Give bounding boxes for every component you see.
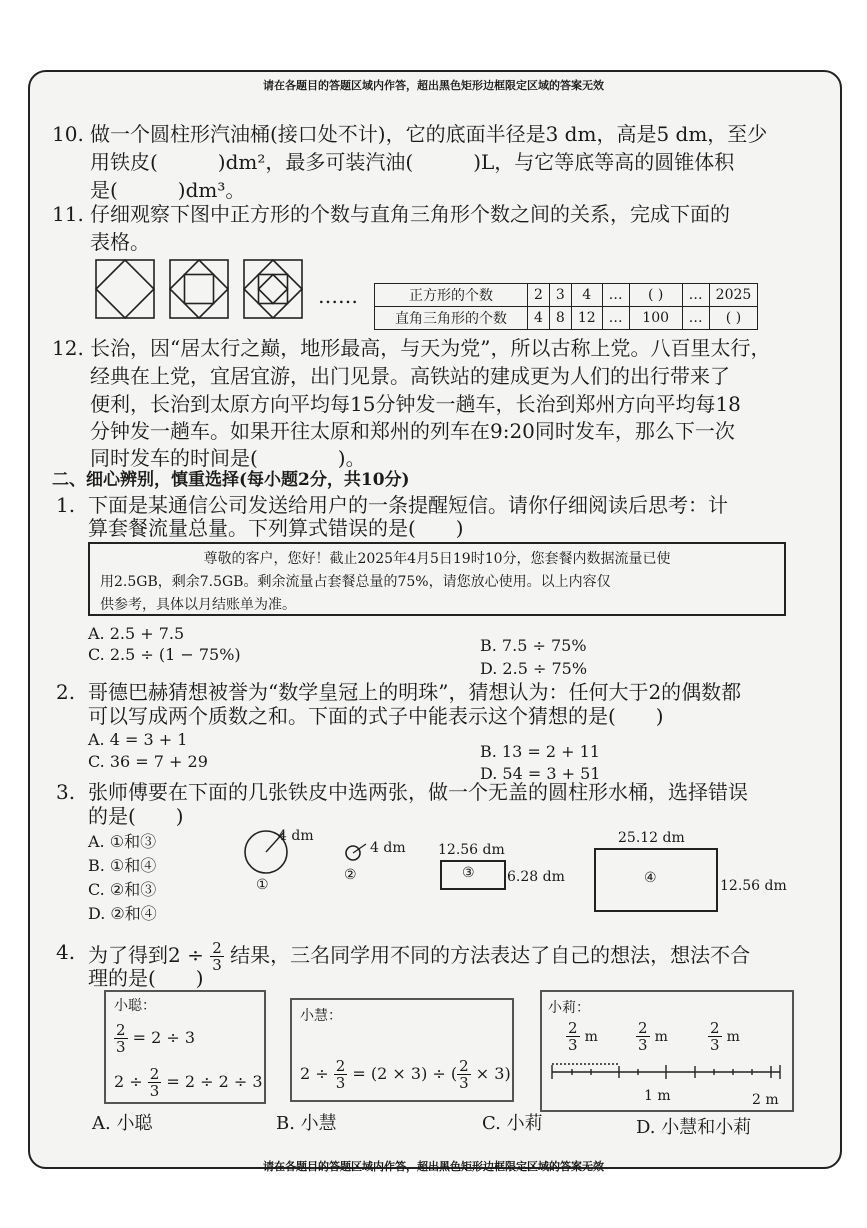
q10-line-3: 是( )dm³。: [90, 178, 246, 202]
sms-line-2: 用2.5GB，剩余7.5GB。剩余流量占套餐总量的75%，请您放心使用。以上内容仅: [100, 574, 611, 590]
sms-line-3: 供参考，具体以月结账单为准。: [100, 597, 296, 613]
table-cell: …: [682, 284, 709, 307]
circle-1-radius: 4 dm: [278, 828, 314, 844]
s1-line-2: 算套餐流量总量。下列算式错误的是( ): [88, 516, 464, 540]
s4-line-1-b: 结果，三名同学用不同的方法表达了自己的想法，想法不合: [230, 943, 751, 967]
figure-3-outer: [244, 260, 302, 318]
q12-number: 12.: [52, 336, 84, 360]
figure-3-core: [259, 275, 288, 304]
xiaoli-number-line: [548, 1062, 786, 1082]
sms-message-box: [88, 542, 786, 616]
s1-line-1: 下面是某通信公司发送给用户的一条提醒短信。请你仔细阅读后思考：计: [88, 493, 728, 517]
s2-option-d[interactable]: D. 54 = 3 + 51: [480, 764, 601, 783]
q12-line-5: 同时发车的时间是( )。: [90, 446, 366, 470]
q10-line-1: 做一个圆柱形汽油桶(接口处不计)，它的底面半径是3 dm，高是5 dm，至少: [90, 122, 768, 146]
s4-option-b[interactable]: B. 小慧: [276, 1113, 337, 1134]
xiaocong-line-1: $\frac{2}{3}$ = 2 ÷ 3: [116, 1021, 196, 1056]
table-cell: 2: [528, 284, 550, 307]
q11-number: 11.: [52, 202, 84, 226]
header-notice: 请在各题目的答题区域内作答，超出黑色矩形边框限定区域的答案无效: [263, 79, 604, 92]
xiaohui-line: 2 ÷ $\frac{2}{3}$ = (2 × 3) ÷ ( $\frac{2}{3}$ × 3): [300, 1057, 511, 1092]
figure-2-outer: [170, 260, 228, 318]
table-cell-blank[interactable]: ( ): [709, 307, 758, 330]
q11-line-2: 表格。: [90, 230, 150, 254]
q12-line-2: 经典在上党，宜居宜游，出门见景。高铁站的建成更为人们的出行带来了: [90, 364, 730, 388]
xiaocong-line-2: 2 ÷ $\frac{2}{3}$ = 2 ÷ 2 ÷ 3: [114, 1065, 263, 1100]
s4-line-1-a: 为了得到2 ÷: [88, 943, 204, 967]
table-cell: …: [682, 307, 709, 330]
rect-3-top-label: 12.56 dm: [438, 842, 505, 858]
s4-line-2: 理的是( ): [88, 966, 204, 990]
square-triangle-figures: [94, 258, 314, 320]
q11-line-1: 仔细观察下图中正方形的个数与直角三角形个数之间的关系，完成下面的: [90, 202, 730, 226]
table-cell: 100: [629, 307, 682, 330]
xiaoli-name: 小莉：: [548, 1000, 590, 1016]
q10-number: 10.: [52, 122, 84, 146]
table-cell: 4: [528, 307, 550, 330]
q12-line-4: 分钟发一趟车。如果开往太原和郑州的列车在9:20同时发车，那么下一次: [90, 419, 735, 443]
circle-1-mark: ①: [256, 877, 269, 893]
circle-2-mark: ②: [344, 867, 357, 883]
s3-line-1: 张师傅要在下面的几张铁皮中选两张，做一个无盖的圆柱形水桶，选择错误: [88, 780, 748, 804]
table-cell: …: [602, 307, 629, 330]
rect-4-side-label: 12.56 dm: [720, 878, 787, 894]
s4-option-a[interactable]: A. 小聪: [92, 1113, 153, 1134]
s2-line-1: 哥德巴赫猜想被誉为“数学皇冠上的明珠”，猜想认为：任何大于2的偶数都: [88, 680, 742, 704]
figure-3-inner: [259, 275, 288, 304]
sms-line-1: 尊敬的客户，您好！截止2025年4月5日19时10分，您套餐内数据流量已使: [203, 551, 671, 567]
s3-option-b[interactable]: B. ①和④: [88, 856, 157, 875]
figure-1-outer: [96, 260, 154, 318]
table-row: [375, 307, 758, 330]
s4-number: 4.: [56, 940, 76, 964]
footer-notice: 请在各题目的答题区域内作答，超出黑色矩形边框限定区域的答案无效: [263, 1160, 604, 1173]
s4-option-c[interactable]: C. 小莉: [482, 1113, 543, 1134]
rect-3-side-label: 6.28 dm: [507, 869, 565, 885]
table-row: [375, 284, 758, 307]
table-cell: …: [602, 284, 629, 307]
table-cell: 3: [549, 284, 571, 307]
table-cell: 4: [571, 284, 602, 307]
s2-option-b[interactable]: B. 13 = 2 + 11: [480, 742, 600, 761]
xiaoli-1m-label: 1 m: [644, 1088, 671, 1104]
s3-option-a[interactable]: A. ①和③: [88, 832, 157, 851]
rect-3-mark: ③: [462, 865, 475, 881]
s3-number: 3.: [56, 780, 76, 804]
s1-option-a[interactable]: A. 2.5 + 7.5: [88, 624, 185, 643]
s3-option-c[interactable]: C. ②和③: [88, 880, 157, 899]
xiaoli-segment-3-label: $\frac{2}{3}$ m: [710, 1019, 740, 1054]
rect-4-top-label: 25.12 dm: [618, 830, 685, 846]
table-cell: 12: [571, 307, 602, 330]
figure-2-inner: [185, 275, 214, 304]
q12-line-1: 长治，因“居太行之巅，地形最高，与天为党”，所以古称上党。八百里太行，: [90, 336, 771, 360]
table-cell: 2025: [709, 284, 758, 307]
figure-3-mid: [244, 260, 302, 318]
s1-option-c[interactable]: C. 2.5 ÷ (1 − 75%): [88, 645, 241, 664]
s2-line-2: 可以写成两个质数之和。下面的式子中能表示这个猜想的是( ): [88, 704, 664, 728]
table-cell: 8: [549, 307, 571, 330]
figure-1-inner: [96, 260, 154, 318]
table-row-label: 正方形的个数: [375, 284, 528, 307]
figures-ellipsis: ……: [318, 284, 358, 308]
s4-option-d[interactable]: D. 小慧和小莉: [636, 1117, 752, 1138]
circle-2-radius: 4 dm: [370, 840, 406, 856]
squares-triangles-table: [374, 283, 758, 330]
xiaoli-segment-1-label: $\frac{2}{3}$ m: [568, 1019, 598, 1054]
rect-4-mark: ④: [644, 870, 657, 886]
s1-option-b[interactable]: B. 7.5 ÷ 75%: [480, 636, 587, 655]
xiaohui-name: 小慧：: [300, 1008, 342, 1024]
circle-2: [342, 838, 372, 864]
s2-option-c[interactable]: C. 36 = 7 + 29: [88, 752, 208, 771]
xiaoli-2m-label: 2 m: [752, 1092, 779, 1108]
table-cell-blank[interactable]: ( ): [629, 284, 682, 307]
s1-number: 1.: [56, 493, 76, 517]
s2-number: 2.: [56, 680, 76, 704]
xiaocong-name: 小聪：: [114, 998, 156, 1014]
figure-2-mid: [170, 260, 228, 318]
s3-option-d[interactable]: D. ②和④: [88, 904, 157, 923]
xiaoli-segment-2-label: $\frac{2}{3}$ m: [638, 1019, 668, 1054]
s1-option-d[interactable]: D. 2.5 ÷ 75%: [480, 659, 588, 678]
table-row-label: 直角三角形的个数: [375, 307, 528, 330]
q12-line-3: 便利，长治到太原方向平均每15分钟发一趟车，长治到郑州方向平均每18: [90, 392, 741, 416]
q10-line-2: 用铁皮( )dm²，最多可装汽油( )L，与它等底等高的圆锥体积: [90, 150, 735, 174]
s3-line-2: 的是( ): [88, 804, 184, 828]
fraction-two-thirds: $\frac{2}{3}$: [212, 939, 222, 974]
s2-option-a[interactable]: A. 4 = 3 + 1: [88, 730, 188, 749]
section-2-title: 二、细心辨别，慎重选择(每小题2分，共10分): [52, 470, 410, 490]
